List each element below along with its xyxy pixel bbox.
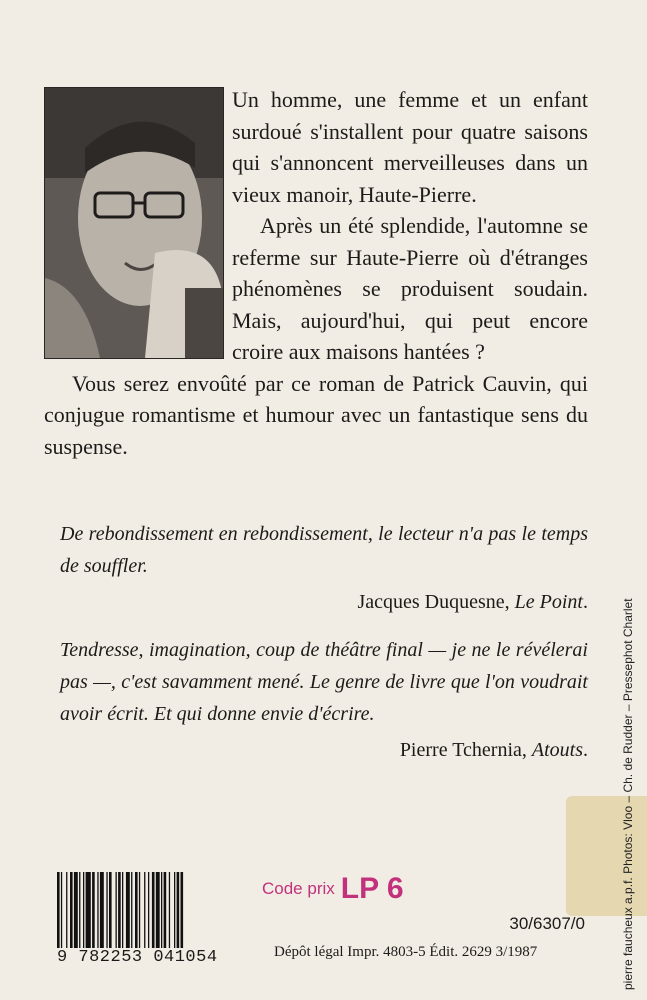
legal-deposit: Dépôt légal Impr. 4803-5 Édit. 2629 3/1987 (274, 944, 538, 960)
price-code-value: LP 6 (340, 872, 404, 905)
barcode-digits: 9 782253 041054 (57, 948, 218, 967)
barcode-bars (55, 872, 255, 948)
review-quote-2: Tendresse, imagination, coup de théâtre final — je ne le révélerai pas —, c'est savamment mené. Le genre de livre que l'on voudrait avoir écrit. Et qui donne envie d'écrire. (60, 639, 588, 725)
blurb (44, 84, 588, 462)
blurb-paragraph-2: Après un été splendide, l'automne se referme sur Haute-Pierre où d'étranges phénomènes se produisent soudain. Mais, aujourd'hui, qui peut encore croire aux maisons hantées ? (232, 213, 588, 364)
review-attribution-2: Pierre Tchernia, Atouts. (399, 739, 588, 761)
price-code (262, 872, 404, 906)
review-author-2: Pierre Tchernia, (399, 739, 532, 761)
review-author-1: Jacques Duquesne, (357, 591, 515, 613)
blurb-paragraph-1: Un homme, une femme et un enfant surdoué s'installent pour quatre saisons qui s'annoncent merveilleuses dans un vieux manoir, Haute-Pierre. (232, 87, 588, 207)
photo-credits: pierre faucheux a.p.f. Photos: Vloo – Ch. de Rudder – Pressephot Charlet (621, 598, 635, 990)
blurb-paragraph-3: Vous serez envoûté par ce roman de Patrick Cauvin, qui conjugue romantisme et humour avec un fantastique sens du suspense. (44, 370, 588, 459)
review-attribution-1: Jacques Duquesne, Le Point. (357, 591, 588, 613)
reference-number: 30/6307/0 (509, 914, 585, 933)
review-source-2: Atouts (531, 739, 583, 761)
review-source-1: Le Point (514, 591, 583, 613)
price-code-label: Code prix (262, 879, 335, 898)
review-quote-1: De rebondissement en rebondissement, le lecteur n'a pas le temps de souffler. (60, 523, 588, 577)
barcode (55, 872, 255, 968)
press-reviews (60, 518, 588, 782)
